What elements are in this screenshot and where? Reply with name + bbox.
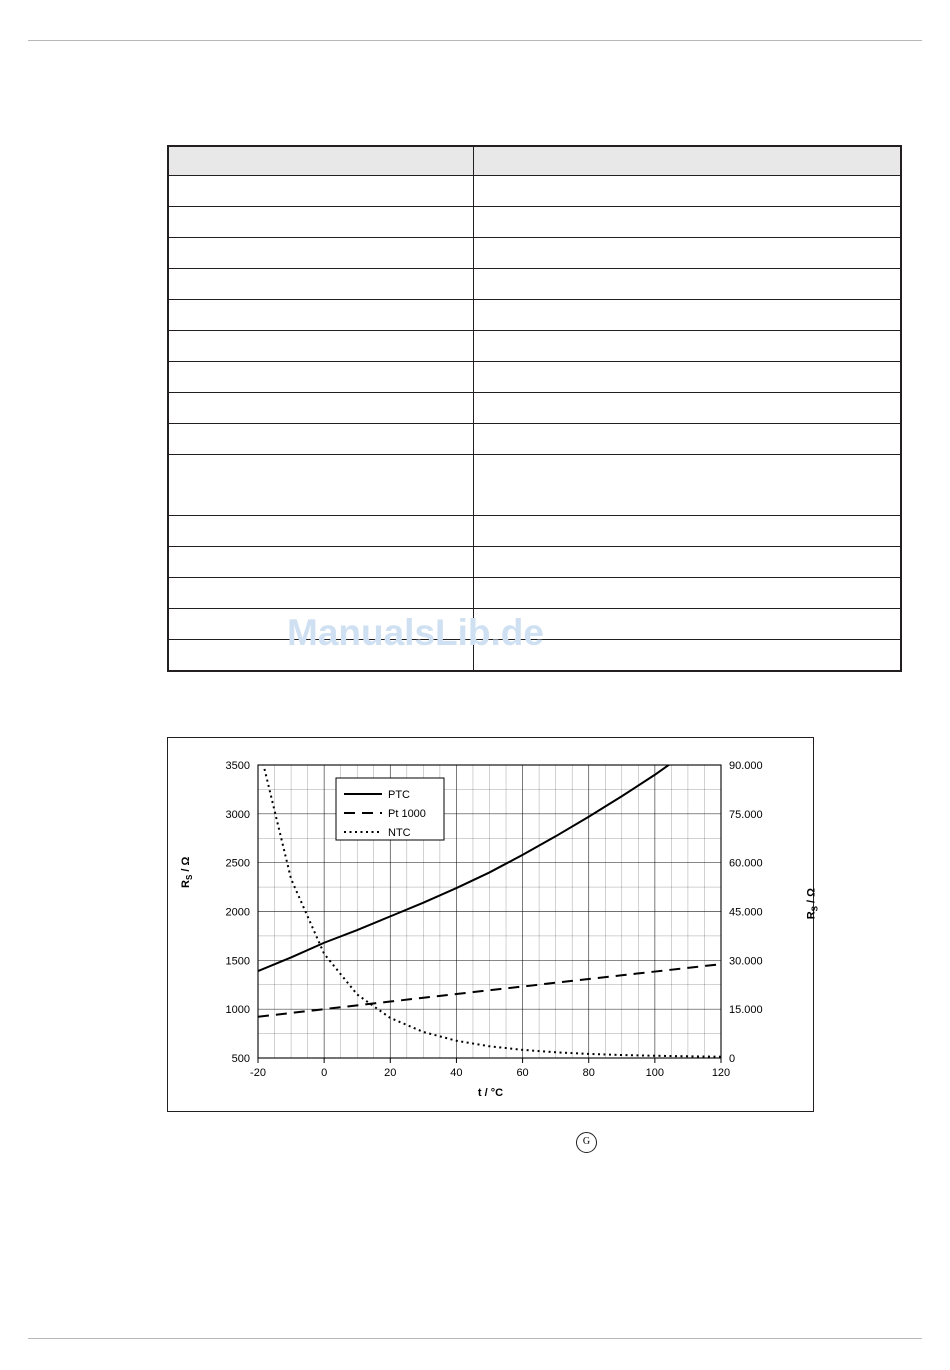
table-cell-label	[169, 393, 474, 424]
table-cell-value	[474, 455, 901, 516]
table-row	[169, 516, 901, 547]
table-row	[169, 547, 901, 578]
svg-text:40: 40	[450, 1067, 463, 1079]
table-cell-value	[474, 547, 901, 578]
x-axis-label: t / °C	[477, 1087, 504, 1099]
table-cell-value	[474, 176, 901, 207]
legend-label-ptc: PTC	[388, 789, 410, 801]
table-row	[169, 300, 901, 331]
table-row	[169, 238, 901, 269]
table-row	[169, 269, 901, 300]
table-cell-label	[169, 300, 474, 331]
table-cell-value	[474, 424, 901, 455]
resistance-temperature-chart	[167, 737, 820, 1112]
table-cell-value	[474, 269, 901, 300]
y-axis-label-right: $R_S$ / Ω	[805, 888, 820, 920]
svg-text:-20: -20	[250, 1067, 266, 1079]
table-cell-label	[169, 362, 474, 393]
svg-text:30.000: 30.000	[729, 955, 763, 968]
table-cell-label	[169, 207, 474, 238]
table-header-cell-value	[474, 147, 901, 176]
table-cell-value	[474, 516, 901, 547]
svg-text:0: 0	[321, 1067, 328, 1079]
table-cell-label	[169, 269, 474, 300]
svg-text:3000: 3000	[225, 808, 250, 821]
table-cell-value	[474, 393, 901, 424]
table-row	[169, 424, 901, 455]
svg-text:45.000: 45.000	[729, 906, 763, 919]
table-row	[169, 362, 901, 393]
footer-circle-mark: G	[576, 1132, 597, 1153]
svg-text:15.000: 15.000	[729, 1004, 763, 1017]
svg-text:90.000: 90.000	[729, 760, 763, 772]
specification-table	[167, 145, 902, 672]
table-cell-value	[474, 238, 901, 269]
svg-text:120: 120	[711, 1067, 731, 1079]
svg-text:80: 80	[582, 1067, 595, 1079]
table-cell-label	[169, 176, 474, 207]
svg-text:2000: 2000	[225, 906, 250, 919]
svg-text:500: 500	[231, 1053, 250, 1065]
table-cell-value	[474, 362, 901, 393]
table-row	[169, 176, 901, 207]
table-cell-value	[474, 578, 901, 609]
table-cell-value	[474, 331, 901, 362]
table-cell-label	[169, 547, 474, 578]
table-cell-label	[169, 455, 474, 516]
svg-text:0: 0	[729, 1053, 736, 1065]
svg-text:3500: 3500	[225, 760, 250, 772]
table-cell-label	[169, 424, 474, 455]
table-cell-value	[474, 300, 901, 331]
svg-text:1500: 1500	[225, 955, 250, 968]
table-row	[169, 331, 901, 362]
legend-label-pt-1000: Pt 1000	[388, 808, 426, 820]
svg-text:2500: 2500	[225, 857, 250, 870]
page-bottom-rule	[28, 1338, 922, 1339]
legend-label-ntc: NTC	[388, 827, 411, 839]
svg-text:60: 60	[516, 1067, 529, 1079]
table-cell-label	[169, 578, 474, 609]
svg-text:100: 100	[645, 1067, 665, 1079]
table-row	[169, 455, 901, 516]
table-header-row	[169, 147, 901, 176]
table-cell-label	[169, 331, 474, 362]
svg-text:60.000: 60.000	[729, 857, 763, 870]
y-axis-label-left: $R_S$ / Ω	[180, 856, 195, 888]
svg-text:20: 20	[384, 1067, 397, 1079]
watermark: ManualsLib.de	[287, 612, 544, 653]
svg-text:75.000: 75.000	[729, 808, 763, 821]
page-top-rule	[28, 40, 922, 41]
table-row	[169, 207, 901, 238]
chart-plot	[168, 738, 813, 1111]
svg-text:1000: 1000	[225, 1004, 250, 1017]
table-row	[169, 393, 901, 424]
table-cell-label	[169, 238, 474, 269]
table-header-cell-label	[169, 147, 474, 176]
table-cell-value	[474, 207, 901, 238]
table-cell-label	[169, 516, 474, 547]
table-row	[169, 578, 901, 609]
